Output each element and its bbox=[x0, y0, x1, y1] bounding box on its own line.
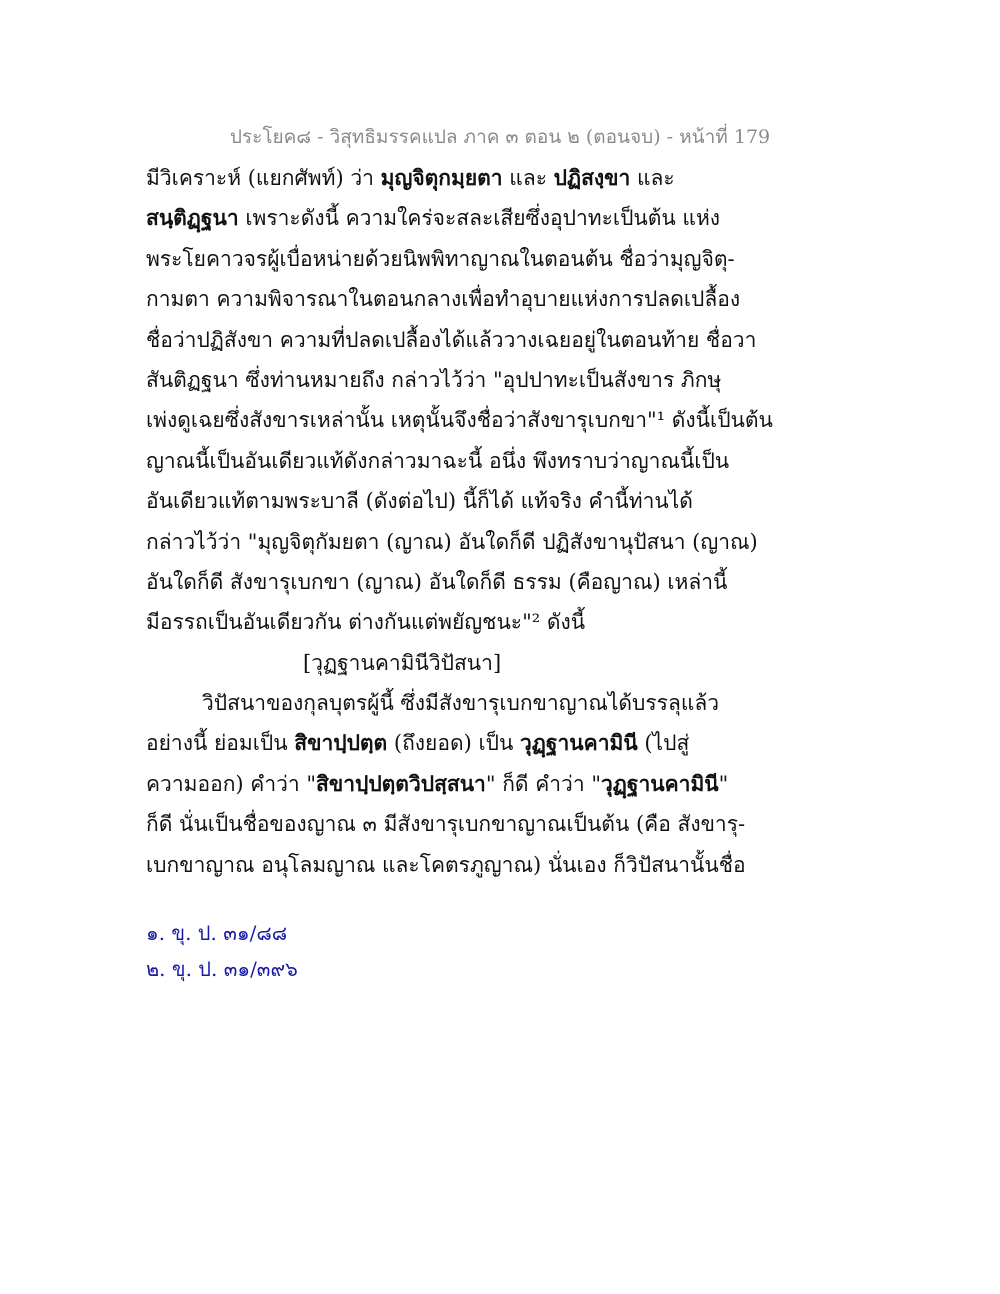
text-line: อันเดียวแท้ตามพระบาลี (ดังต่อไป) นี้ก็ได้ แท้จริง คำนี้ท่านได้ bbox=[146, 489, 693, 514]
pali-term: มุญจิตุกมฺยตา bbox=[380, 165, 503, 190]
text-line: ญาณนี้เป็นอันเดียวแท้ดังกล่าวมาฉะนี้ อนึ่ง พึงทราบว่าญาณนี้เป็น bbox=[146, 448, 730, 473]
text-line bbox=[146, 198, 746, 238]
text-line bbox=[146, 158, 746, 198]
text-line: เพ่งดูเฉยซึ่งสังขารเหล่านั้น เหตุนั้นจึงชื่อว่าสังขารุเบกขา"¹ ดังนี้เป็นต้น bbox=[146, 408, 773, 433]
text-line: พระโยคาวจรผู้เบื่อหน่ายด้วยนิพพิทาญาณในตอนต้น ชื่อว่ามุญจิตุ- bbox=[146, 246, 735, 271]
text-run: และ bbox=[502, 166, 554, 190]
text-run: (ไปสู่ bbox=[637, 731, 690, 756]
text-line: สันติฏฐนา ซึ่งท่านหมายถึง กล่าวไว้ว่า "อุปปาทะเป็นสังขาร ภิกษุ bbox=[146, 367, 722, 392]
text-line bbox=[146, 723, 746, 763]
text-run: " ก็ดี คำว่า " bbox=[485, 771, 601, 796]
pali-term: วุฏฺฐานคามินี bbox=[600, 770, 719, 796]
pali-term: ปฏิสงฺขา bbox=[553, 165, 631, 190]
text-line: กามตา ความพิจารณาในตอนกลางเพื่อทำอุบายแห่งการปลดเปลื้อง bbox=[146, 287, 741, 312]
text-run: ความออก) คำว่า " bbox=[146, 771, 317, 796]
text-line: วิปัสนาของกุลบุตรผู้นี้ ซึ่งมีสังขารุเบกขาญาณได้บรรลุแล้ว bbox=[202, 691, 720, 716]
text-run: และ bbox=[630, 166, 675, 190]
footnotes bbox=[146, 915, 298, 987]
text-line bbox=[146, 764, 746, 804]
page-header: ประโยค๘ - วิสุทธิมรรคแปล ภาค ๓ ตอน ๒ (ตอนจบ) - หน้าที่ 179 bbox=[229, 126, 771, 148]
text-run: มีวิเคราะห์ (แยกศัพท์) ว่า bbox=[146, 166, 381, 190]
footnote: ๑. ขุ. ป. ๓๑/๘๘ bbox=[146, 921, 288, 945]
text-line: กล่าวไว้ว่า "มุญจิตุกัมยตา (ญาณ) อันใดก็ดี ปฏิสังขานุปัสนา (ญาณ) bbox=[146, 529, 758, 554]
pali-term: สิขาปฺปตฺตวิปสฺสนา bbox=[316, 770, 486, 796]
pali-term: วุฏฺฐานคามินี bbox=[520, 730, 638, 756]
footnote: ๒. ขุ. ป. ๓๑/๓๙๖ bbox=[146, 957, 298, 981]
text-run: (ถึงยอด) เป็น bbox=[387, 731, 521, 756]
text-run: เพราะดังนี้ ความใคร่จะสละเสียซึ่งอุปาทะเป็นต้น แห่ง bbox=[238, 206, 721, 231]
pali-term: สิขาปฺปตฺต bbox=[294, 730, 388, 756]
section-heading: [วุฏฐานคามินีวิปัสนา] bbox=[303, 650, 502, 675]
text-line: มีอรรถเป็นอันเดียวกัน ต่างกันแต่พยัญชนะ"² ดังนี้ bbox=[146, 610, 586, 635]
text-line: เบกขาญาณ อนุโลมญาณ และโคตรภูญาณ) นั่นเอง ก็วิปัสนานั้นชื่อ bbox=[146, 852, 746, 877]
body-text bbox=[146, 158, 773, 885]
text-line: ก็ดี นั่นเป็นชื่อของญาณ ๓ มีสังขารุเบกขาญาณเป็นต้น (คือ สังขารุ- bbox=[146, 812, 746, 837]
text-line: ชื่อว่าปฏิสังขา ความที่ปลดเปลื้องได้แล้ววางเฉยอยู่ในตอนท้าย ชื่อวา bbox=[146, 327, 757, 352]
pali-term: สนฺติฏฺฐนา bbox=[146, 205, 239, 231]
text-line: อันใดก็ดี สังขารุเบกขา (ญาณ) อันใดก็ดี ธรรม (คือญาณ) เหล่านี้ bbox=[146, 569, 728, 594]
text-run: อย่างนี้ ย่อมเป็น bbox=[146, 731, 295, 756]
text-run: " bbox=[718, 771, 729, 796]
